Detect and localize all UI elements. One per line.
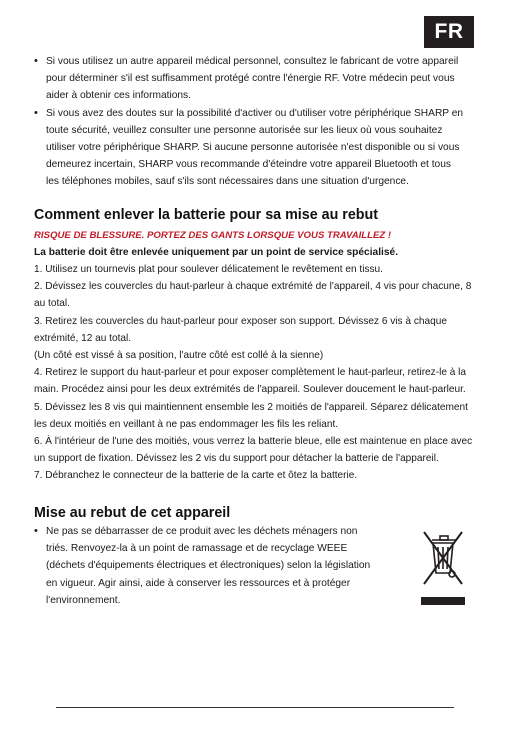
language-badge: FR: [424, 16, 474, 48]
list-item: • Ne pas se débarrasser de ce produit avec les déchets ménagers non triés. Renvoyez-la à un point de ramassage et de recyclage WEEE (déchets d'équipements électriques et électroniques) selon la législation en vigueur. Agir ainsi, aide à conserver les ressources et à protéger l'environnement.: [34, 523, 380, 609]
intro-bullet-list: [34, 53, 464, 191]
step-item: 2. Dévissez les couvercles du haut-parleur à chaque extrémité de l'appareil, 4 vis pour chacune, 8 au total.: [34, 281, 472, 310]
disposal-bullet-list: [34, 523, 380, 609]
section-title: Comment enlever la batterie pour sa mise au rebut: [34, 207, 379, 223]
battery-removal-section: [34, 205, 480, 485]
injury-warning: RISQUE DE BLESSURE. PORTEZ DES GANTS LORSQUE VOUS TRAVAILLEZ !: [34, 230, 392, 241]
section-title: Mise au rebut de cet appareil: [34, 505, 231, 521]
step-item: 4. Retirez le support du haut-parleur et pour exposer complètement le haut-parleur, retirez-le à la main. Procédez ainsi pour les deux extrémités de l'appareil. Soulever doucement le haut-parleur.: [34, 367, 467, 396]
step-item: 6. À l'intérieur de l'une des moitiés, vous verrez la batterie bleue, elle est maintenue en place avec un support de fixation. Dévissez les 2 vis du support pour détacher la batterie de l'appareil.: [34, 436, 473, 465]
steps-list: [34, 261, 480, 485]
service-notice: La batterie doit être enlevée uniquement par un point de service spécialisé.: [34, 247, 399, 258]
step-item: 7. Débranchez le connecteur de la batterie de la carte et ôtez la batterie.: [34, 470, 358, 482]
list-item: • Si vous avez des doutes sur la possibilité d'activer ou d'utiliser votre périphérique SHARP en toute sécurité, veuillez consulter une personne autorisée sur les lieux où vous souhaitez utiliser votre périphérique SHARP. Si aucune personne autorisée n'est disponible ou si vous demeurez incertain, SHARP vous recommande d'éteindre votre appareil Bluetooth et tous les téléphones mobiles, sauf s'ils sont nécessaires dans une situation d'urgence.: [34, 105, 464, 191]
crossed-out-wheelie-bin-icon: [419, 527, 467, 607]
step-item: (Un côté est vissé à sa position, l'autre côté est collé à la sienne): [34, 350, 324, 362]
step-item: 1. Utilisez un tournevis plat pour soulever délicatement le revêtement en tissu.: [34, 264, 383, 275]
step-item: 3. Retirez les couvercles du haut-parleur pour exposer son support. Dévissez 6 vis à chaque extrémité, 12 au total.: [34, 315, 447, 344]
list-item: • Si vous utilisez un autre appareil médical personnel, consultez le fabricant de votre appareil pour déterminer s'il est suffisamment protégé contre l'énergie RF. Votre médecin peut vous aider à obtenir ces informations.: [34, 53, 464, 105]
step-item: 5. Dévissez les 8 vis qui maintiennent ensemble les 2 moitiés de l'appareil. Séparez délicatement les deux moitiés en veillant à ne pas endommager les fils les reliant.: [34, 401, 468, 430]
footer-divider: [56, 707, 454, 708]
disposal-section: [34, 503, 480, 609]
